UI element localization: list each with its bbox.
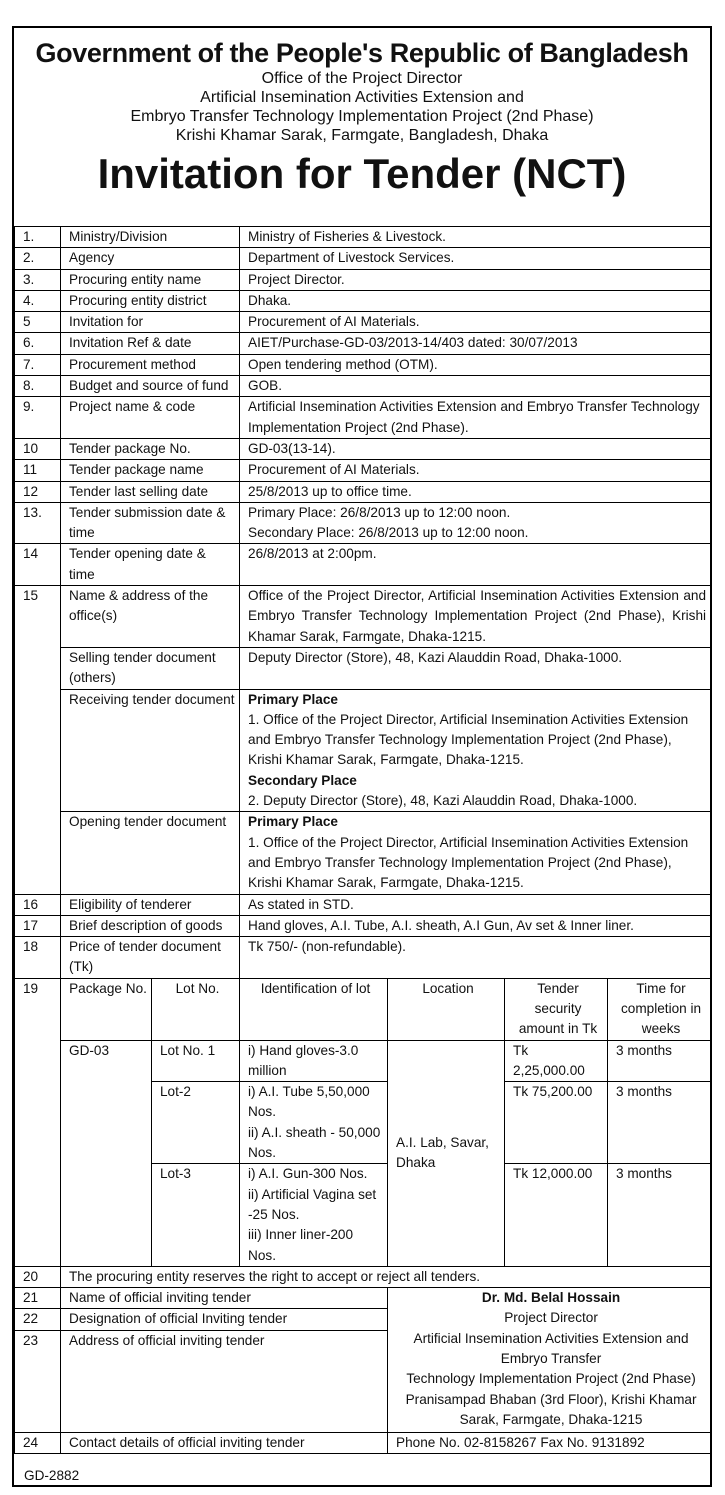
row-label: Tender package No.: [61, 438, 240, 459]
table-row: [15, 1288, 711, 1309]
row-value: As stated in STD.: [240, 894, 711, 915]
row-number: 7.: [15, 354, 61, 375]
lot-item: i) A.I. Gun-300 Nos.: [248, 1166, 368, 1182]
lot-item: i) Hand gloves-3.0 million: [248, 1042, 359, 1078]
lot-security: Tk 12,000.00: [505, 1164, 608, 1266]
row-number: 19: [15, 978, 61, 1266]
row-number: 12: [15, 481, 61, 502]
row-value: 25/8/2013 up to office time.: [240, 481, 711, 502]
row-label: Invitation Ref & date: [61, 333, 240, 354]
row-number: 8.: [15, 376, 61, 397]
row-number: 3.: [15, 269, 61, 290]
secondary-place-text: 2. Deputy Director (Store), 48, Kazi Alauddin Road, Dhaka-1000.: [248, 793, 638, 809]
table-row: [15, 354, 711, 375]
signatory-address-3: Pranisampad Bhaban (3rd Floor), Krishi Khamar Sarak, Farmgate, Dhaka-1215: [405, 1391, 697, 1427]
lot-header-security: Tender security amount in Tk: [505, 978, 608, 1040]
row-label: Name & address of the office(s): [61, 586, 240, 648]
row-label: Tender opening date & time: [61, 544, 240, 586]
row-value: Ministry of Fisheries & Livestock.: [240, 227, 711, 248]
row-value: AIET/Purchase-GD-03/2013-14/403 dated: 30/07/2013: [240, 333, 711, 354]
row-number: 10: [15, 438, 61, 459]
primary-place-text: 1. Office of the Project Director, Artificial Insemination Activities Extension and Embryo Transfer Technology Implementation Project (2nd Phase), Krishi Khamar Sarak, Farmgate, Dhaka-1215.: [248, 711, 689, 768]
row-number: 14: [15, 544, 61, 586]
tender-notice: [12, 26, 712, 1487]
primary-place-heading: Primary Place: [248, 814, 338, 830]
lot-number: Lot No. 1: [152, 1040, 240, 1082]
project-line-2: Embryo Transfer Technology Implementation Project (2nd Phase): [130, 108, 594, 125]
tender-details-table: [14, 226, 711, 1454]
row-number: 16: [15, 894, 61, 915]
table-row: [15, 915, 711, 936]
row-label: Procuring entity district: [61, 290, 240, 311]
row-number: 18: [15, 937, 61, 979]
row-value: Artificial Insemination Activities Extension and Embryo Transfer Technology Implementation Project (2nd Phase).: [240, 397, 711, 439]
row-number: 5: [15, 312, 61, 333]
signatory-designation: Project Director: [504, 1310, 598, 1326]
row-value: Department of Livestock Services.: [240, 248, 711, 269]
table-row: [15, 894, 711, 915]
row-label: Receiving tender document: [61, 689, 240, 812]
row-number: 15: [15, 586, 61, 894]
row-value: Dhaka.: [240, 290, 711, 311]
lot-security: Tk 75,200.00: [505, 1082, 608, 1164]
row-number: 1.: [15, 227, 61, 248]
table-row: [15, 376, 711, 397]
row-label: Procuring entity name: [61, 269, 240, 290]
row-value: Procurement of AI Materials.: [240, 460, 711, 481]
lot-number: Lot-2: [152, 1082, 240, 1164]
row-value: [240, 502, 711, 544]
notice-title: Invitation for Tender (NCT): [97, 150, 627, 197]
secondary-place-heading: Secondary Place: [248, 772, 357, 788]
row-label: Name of official inviting tender: [61, 1288, 388, 1309]
row-label: Brief description of goods: [61, 915, 240, 936]
project-line-1: Artificial Insemination Activities Extension and: [200, 89, 524, 106]
row-value: Hand gloves, A.I. Tube, A.I. sheath, A.I Gun, Av set & Inner liner.: [240, 915, 711, 936]
lot-time: 3 months: [608, 1164, 711, 1266]
row-label: Budget and source of fund: [61, 376, 240, 397]
row-number: 22: [15, 1309, 61, 1330]
lot-items: [240, 1040, 388, 1082]
lot-item: i) A.I. Tube 5,50,000 Nos.: [248, 1084, 370, 1120]
row-statement: The procuring entity reserves the right to accept or reject all tenders.: [61, 1266, 711, 1287]
row-number: 4.: [15, 290, 61, 311]
row-value: Deputy Director (Store), 48, Kazi Alauddin Road, Dhaka-1000.: [240, 647, 711, 689]
row-value: [240, 689, 711, 812]
notice-code: GD-2882: [24, 1468, 80, 1483]
table-row: [15, 1266, 711, 1287]
lot-security: Tk 2,25,000.00: [505, 1040, 608, 1082]
primary-place-text: 1. Office of the Project Director, Artificial Insemination Activities Extension and Embryo Transfer Technology Implementation Project (2nd Phase), Krishi Khamar Sarak, Farmgate, Dhaka-1215.: [248, 834, 689, 891]
row-label: Tender submission date & time: [61, 502, 240, 544]
table-row: [15, 544, 711, 586]
row-label: Designation of official Inviting tender: [61, 1309, 388, 1330]
lot-row: [15, 1040, 711, 1082]
table-row: [15, 812, 711, 894]
signatory-address-2: Technology Implementation Project (2nd Phase): [406, 1371, 696, 1387]
notice-header: [14, 37, 710, 199]
table-row: [15, 438, 711, 459]
lot-item: ii) A.I. sheath - 50,000 Nos.: [248, 1124, 381, 1161]
row-label: Tender last selling date: [61, 481, 240, 502]
lot-number: Lot-3: [152, 1164, 240, 1266]
row-number: 6.: [15, 333, 61, 354]
row-label: Agency: [61, 248, 240, 269]
signatory-address-1: Artificial Insemination Activities Extension and Embryo Transfer: [413, 1330, 689, 1367]
lot-time: 3 months: [608, 1040, 711, 1082]
lot-header-identification: Identification of lot: [240, 978, 388, 1040]
table-row: [15, 227, 711, 248]
table-row: [15, 1432, 711, 1453]
table-row: [15, 312, 711, 333]
row-label: Procurement method: [61, 354, 240, 375]
table-row: [15, 937, 711, 979]
row-label: Opening tender document: [61, 812, 240, 894]
table-row: [15, 647, 711, 689]
row-label: Contact details of official inviting tender: [61, 1432, 388, 1453]
row-value: Tk 750/- (non-refundable).: [240, 937, 711, 979]
table-row: [15, 269, 711, 290]
row-label: Invitation for: [61, 312, 240, 333]
table-row: [15, 689, 711, 812]
row-value: [240, 812, 711, 894]
lot-header-lot: Lot No.: [152, 978, 240, 1040]
table-row: [15, 502, 711, 544]
table-row: [15, 248, 711, 269]
lot-location: A.I. Lab, Savar, Dhaka: [388, 1040, 505, 1266]
office-line: Office of the Project Director: [261, 70, 463, 87]
row-label: Price of tender document (Tk): [61, 937, 240, 979]
table-row: [15, 397, 711, 439]
row-label: Ministry/Division: [61, 227, 240, 248]
row-value: GD-03(13-14).: [240, 438, 711, 459]
primary-submission: Primary Place: 26/8/2013 up to 12:00 noon.: [248, 504, 511, 520]
row-value: GOB.: [240, 376, 711, 397]
row-number: 2.: [15, 248, 61, 269]
row-label: Address of official inviting tender: [61, 1330, 388, 1432]
row-number: 23: [15, 1330, 61, 1432]
package-number: GD-03: [61, 1040, 152, 1266]
lot-items: [240, 1164, 388, 1266]
secondary-submission: Secondary Place: 26/8/2013 up to 12:00 noon.: [248, 525, 529, 541]
lot-item: iii) Inner liner-200 Nos.: [248, 1227, 354, 1263]
table-row: [15, 290, 711, 311]
row-label: Project name & code: [61, 397, 240, 439]
row-number: 13.: [15, 502, 61, 544]
row-label: Tender package name: [61, 460, 240, 481]
row-value: Open tendering method (OTM).: [240, 354, 711, 375]
table-row: [15, 481, 711, 502]
lot-item: ii) Artificial Vagina set -25 Nos.: [248, 1186, 377, 1222]
row-number: 9.: [15, 397, 61, 439]
office-address: Krishi Khamar Sarak, Farmgate, Bangladesh, Dhaka: [175, 127, 549, 144]
table-row: [15, 978, 711, 1040]
lot-header-time: Time for completion in weeks: [608, 978, 711, 1040]
table-row: [15, 586, 711, 648]
row-value: 26/8/2013 at 2:00pm.: [240, 544, 711, 586]
row-value: Procurement of AI Materials.: [240, 312, 711, 333]
row-number: 11: [15, 460, 61, 481]
row-number: 20: [15, 1266, 61, 1287]
row-number: 17: [15, 915, 61, 936]
signatory-name: Dr. Md. Belal Hossain: [481, 1290, 621, 1306]
row-label: Eligibility of tenderer: [61, 894, 240, 915]
table-row: [15, 333, 711, 354]
row-number: 24: [15, 1432, 61, 1453]
row-value: Phone No. 02-8158267 Fax No. 9131892: [388, 1432, 711, 1453]
lot-time: 3 months: [608, 1082, 711, 1164]
signatory-block: [388, 1288, 711, 1433]
lot-header-package: Package No.: [61, 978, 152, 1040]
row-number: 21: [15, 1288, 61, 1309]
table-row: [15, 460, 711, 481]
lot-items: [240, 1082, 388, 1164]
row-value: Office of the Project Director, Artificial Insemination Activities Extension and Embryo Transfer Technology Implementation Project (2nd Phase), Krishi Khamar Sarak, Farmgate, Dhaka-1215.: [240, 586, 711, 648]
row-label: Selling tender document (others): [61, 647, 240, 689]
primary-place-heading: Primary Place: [248, 691, 338, 707]
row-value: Project Director.: [240, 269, 711, 290]
government-title: Government of the People's Republic of Bangladesh: [35, 38, 689, 68]
lot-header-location: Location: [388, 978, 505, 1040]
